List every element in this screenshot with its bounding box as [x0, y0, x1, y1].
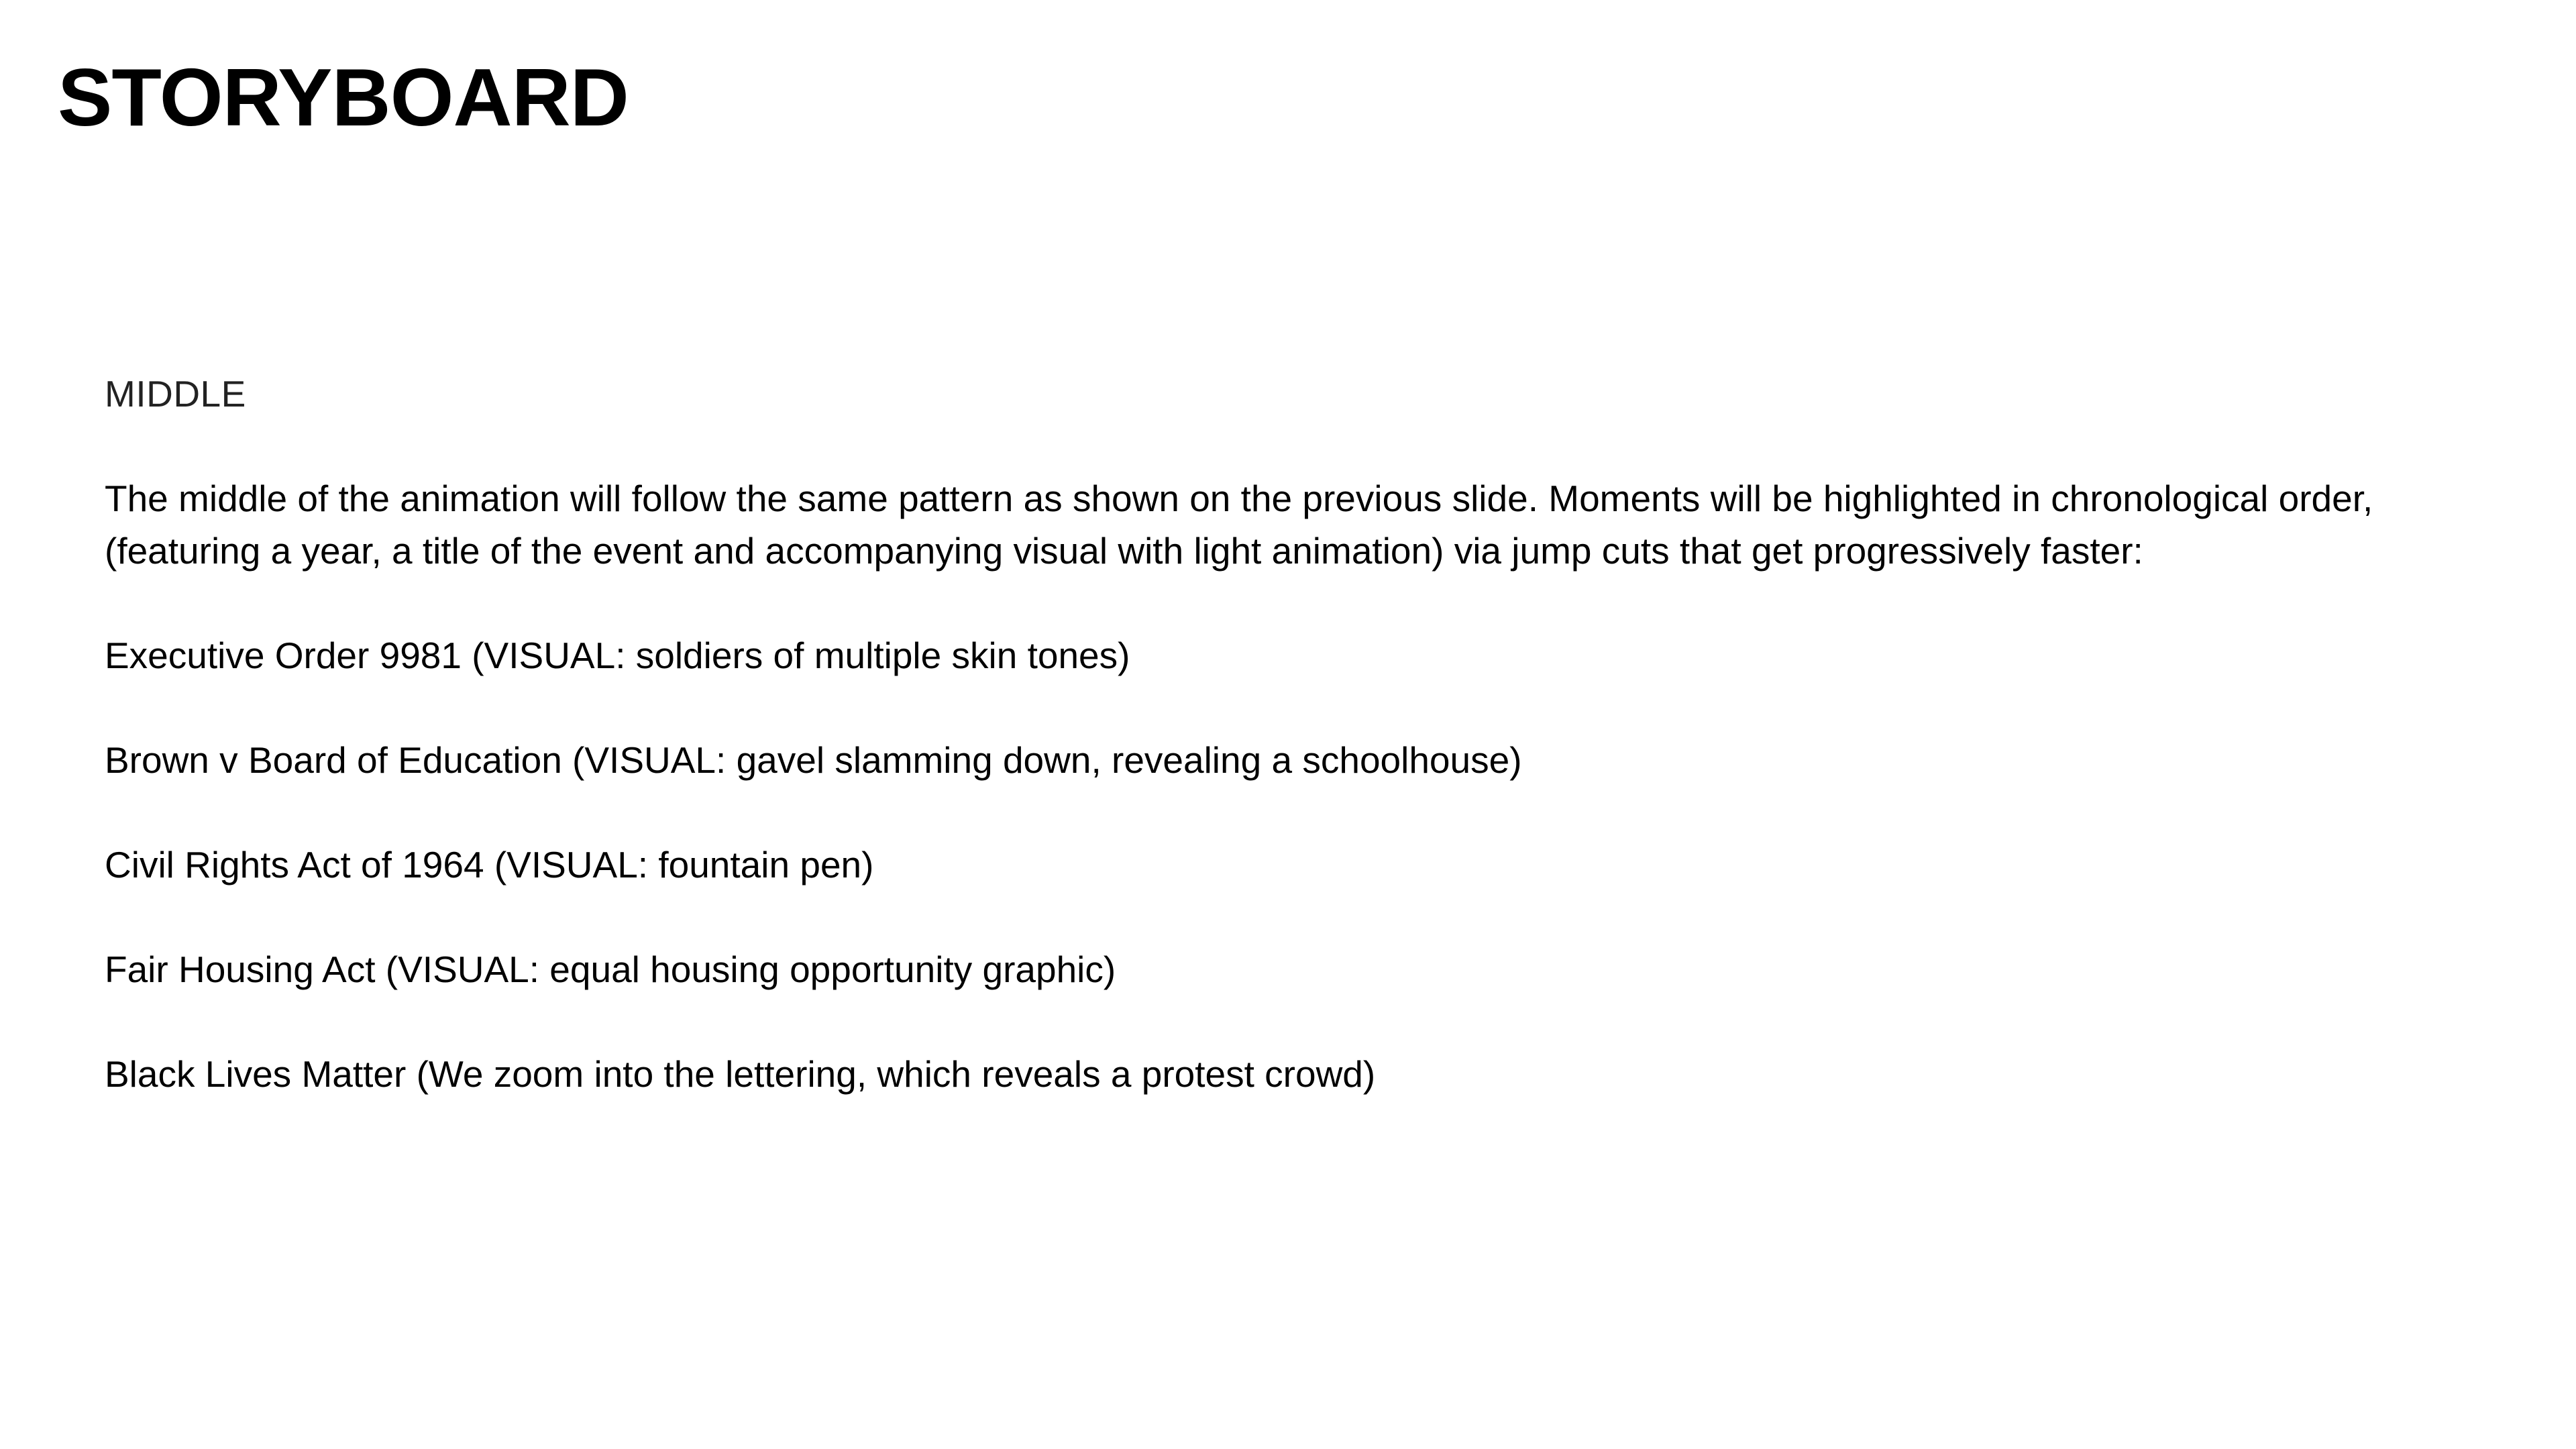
spacer [105, 420, 2399, 472]
spacer [105, 577, 2399, 629]
slide-body [105, 368, 2399, 1100]
spacer [105, 996, 2399, 1048]
event-item-executive-order: Executive Order 9981 (VISUAL: soldiers of multiple skin tones) [105, 635, 1130, 676]
event-item-civil-rights-act: Civil Rights Act of 1964 (VISUAL: fountain pen) [105, 844, 874, 885]
event-item-fair-housing-act: Fair Housing Act (VISUAL: equal housing opportunity graphic) [105, 949, 1116, 990]
spacer [105, 786, 2399, 839]
section-label: MIDDLE [105, 373, 246, 415]
spacer [105, 682, 2399, 734]
intro-paragraph: The middle of the animation will follow the same pattern as shown on the previous slide. Moments will be highlighted in chronological order, (featuring a year, a title of the event and accompanying visual with light animation) via jump cuts that get progressively faster: [105, 478, 2373, 572]
slide-title: STORYBOARD [58, 52, 629, 143]
event-item-black-lives-matter: Black Lives Matter (We zoom into the lettering, which reveals a protest crowd) [105, 1053, 1376, 1095]
spacer [105, 891, 2399, 943]
event-item-brown-v-board: Brown v Board of Education (VISUAL: gavel slamming down, revealing a schoolhouse) [105, 739, 1522, 781]
